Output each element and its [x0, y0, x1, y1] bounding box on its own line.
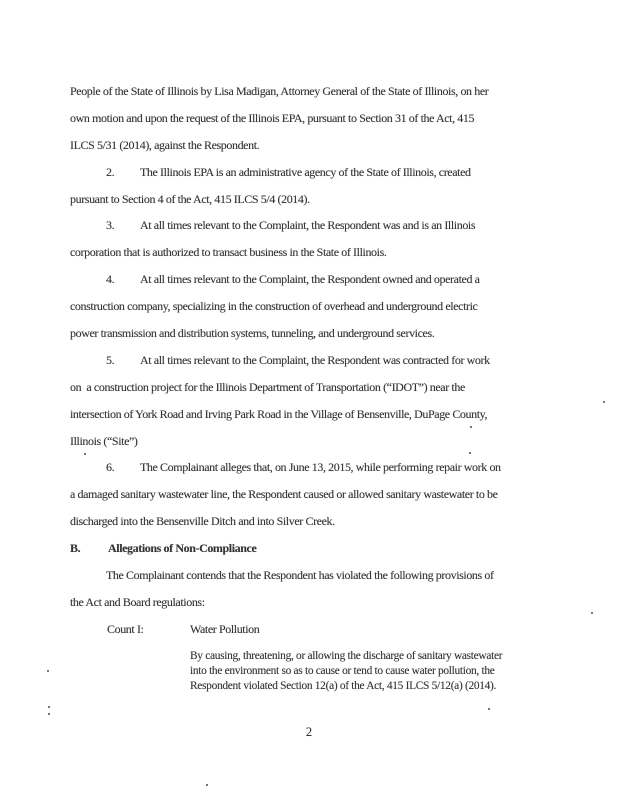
- document-line: [70, 664, 600, 679]
- document-line: [70, 299, 600, 326]
- line-text: corporation that is authorized to transact business in the State of Illinois.: [70, 245, 387, 260]
- document-line: [70, 595, 600, 622]
- line-text: People of the State of Illinois by Lisa Madigan, Attorney General of the State of Illinois, on her: [70, 84, 489, 98]
- line-text: Water Pollution: [190, 621, 260, 636]
- line-label: 4.: [106, 272, 115, 287]
- document-line: [70, 326, 600, 353]
- line-text: The Complainant alleges that, on June 13, 2015, while performing repair work on: [140, 460, 501, 475]
- document-line: [70, 111, 600, 138]
- scan-artifact: [603, 401, 605, 403]
- document-line: [70, 487, 600, 514]
- line-text: By causing, threatening, or allowing the discharge of sanitary wastewater: [190, 649, 503, 662]
- document-line: [70, 622, 600, 649]
- document-line: [70, 138, 600, 165]
- scan-artifact: [469, 452, 471, 454]
- document-line: [70, 568, 600, 595]
- scan-artifact: [84, 453, 86, 455]
- document-line: [70, 679, 600, 694]
- line-text: the Act and Board regulations:: [70, 594, 205, 609]
- document-line: [70, 514, 600, 541]
- line-text: intersection of York Road and Irving Park Road in the Village of Bensenville, DuPage County,: [70, 406, 488, 421]
- line-text: ILCS 5/31 (2014), against the Respondent.: [70, 137, 260, 152]
- line-text: The Illinois EPA is an administrative agency of the State of Illinois, created: [140, 164, 471, 179]
- line-text: At all times relevant to the Complaint, the Respondent was contracted for work: [140, 352, 490, 367]
- line-text: power transmission and distribution systems, tunneling, and underground services.: [70, 326, 435, 341]
- line-text: At all times relevant to the Complaint, the Respondent owned and operated a: [140, 272, 480, 287]
- document-line: [70, 649, 600, 664]
- document-line: [70, 192, 600, 219]
- document-line: [70, 407, 600, 434]
- document-body: [70, 84, 600, 694]
- line-label: 2.: [106, 164, 115, 179]
- line-text: Allegations of Non-Compliance: [108, 541, 257, 556]
- scan-artifact: [470, 426, 472, 428]
- line-label: 5.: [106, 352, 115, 367]
- line-text: Illinois (“Site”): [70, 433, 138, 448]
- line-text: discharged into the Bensenville Ditch and into Silver Creek.: [70, 514, 335, 529]
- scan-artifact: [206, 784, 208, 786]
- document-line: [70, 84, 600, 111]
- document-line: [70, 245, 600, 272]
- document-line: [70, 434, 600, 461]
- document-line: [70, 460, 600, 487]
- line-text: into the environment so as to cause or tend to cause water pollution, the: [190, 664, 495, 677]
- line-label: 3.: [106, 218, 115, 233]
- scan-artifact: [47, 670, 49, 672]
- line-text: own motion and upon the request of the Illinois EPA, pursuant to Section 31 of the Act, 415: [70, 110, 475, 125]
- line-label: B.: [70, 541, 81, 556]
- scan-artifact: [591, 612, 593, 614]
- line-label: 6.: [106, 460, 115, 475]
- scan-artifact: [488, 708, 490, 710]
- line-text: a damaged sanitary wastewater line, the Respondent caused or allowed sanitary wastewater to be: [70, 487, 498, 502]
- page-number: 2: [305, 725, 313, 739]
- line-text: pursuant to Section 4 of the Act, 415 ILCS 5/4 (2014).: [70, 191, 310, 206]
- document-line: [70, 541, 600, 568]
- scan-artifact: [48, 713, 50, 715]
- document-line: [70, 353, 600, 380]
- line-text: At all times relevant to the Complaint, the Respondent was and is an Illinois: [140, 218, 476, 233]
- document-line: [70, 380, 600, 407]
- line-text: on a construction project for the Illinois Department of Transportation (“IDOT”) near the: [70, 379, 465, 394]
- line-text: Respondent violated Section 12(a) of the Act, 415 ILCS 5/12(a) (2014).: [190, 679, 497, 692]
- document-line: [70, 218, 600, 245]
- line-text: The Complainant contends that the Respondent has violated the following provisions of: [106, 568, 494, 583]
- line-text: construction company, specializing in the construction of overhead and underground electric: [70, 299, 478, 314]
- scan-artifact: [48, 706, 50, 708]
- document-line: [70, 272, 600, 299]
- document-line: [70, 165, 600, 192]
- line-label: Count I:: [107, 621, 144, 636]
